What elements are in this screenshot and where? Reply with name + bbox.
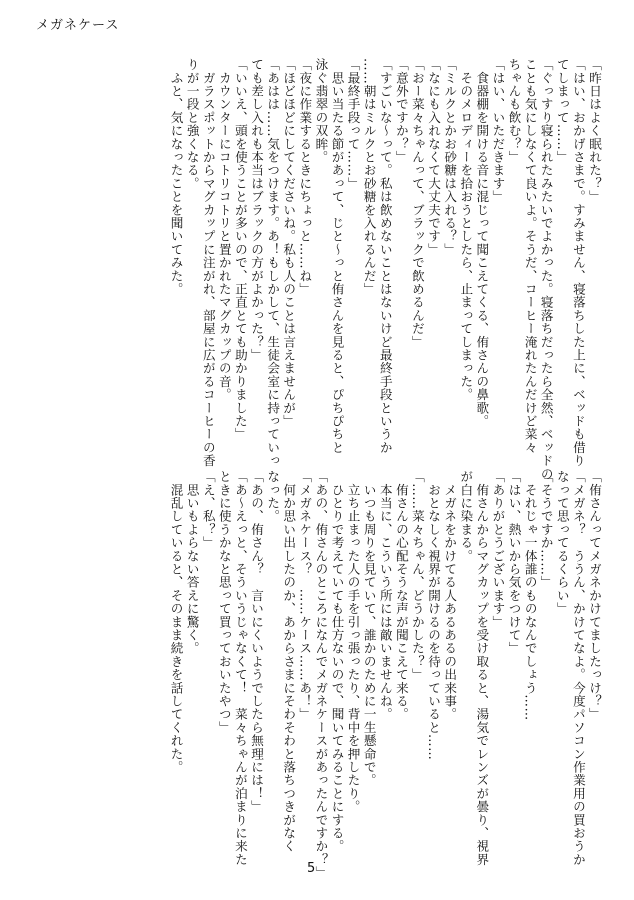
text-line: 「あはは……気をつけます。あ！もしかして、生徒会室に持っていっ bbox=[265, 58, 281, 468]
text-line: 立ち止まった人の手を引っ張ったり、背中を押したり。 bbox=[345, 470, 361, 814]
text-line: 侑さんからマグカップを受け取ると、湯気でレンズが曇り、視界 bbox=[474, 470, 490, 866]
text-block-lower bbox=[167, 470, 602, 880]
text-line: 「はい、おかげさまで。すみません、寝落ちした上に、ベッドも借り bbox=[570, 58, 586, 468]
text-line: カウンターにコトリコトリと置かれたマグカップの音。 bbox=[216, 58, 232, 402]
text-line: ても差し入れも本当はブラックの方がよかった？」 bbox=[249, 58, 265, 362]
text-line: ひとりで考えていても仕方ないので、聞いてみることにする。 bbox=[329, 470, 345, 853]
text-line: 「ぐっすり寝られたみたいでよかった。寝落ちだったら全然、ベッドの bbox=[538, 58, 554, 481]
text-line: それじゃ一体誰のものなんでしょう…… bbox=[522, 470, 538, 721]
text-line: 何か思い出したのか、あからさまにそわそわと落ちつきがなく bbox=[281, 470, 297, 853]
text-line: 「最終手段って……」 bbox=[345, 58, 361, 190]
text-line: 思いもよらない答えに驚く。 bbox=[184, 470, 200, 655]
text-line: 混乱していると、そのまま続きを話してくれた。 bbox=[168, 470, 184, 774]
page-header: メガネケース bbox=[36, 18, 120, 33]
text-line: ……朝はミルクとお砂糖を入れるんだ」 bbox=[361, 58, 377, 296]
text-line: 「メガネケース？ ……ケース……あ！」 bbox=[297, 470, 313, 721]
text-line: 「そうですか……」 bbox=[538, 470, 554, 589]
text-line: 泳ぐ翡翠の双眸。 bbox=[313, 58, 329, 164]
text-line: ガラスポットからマグカップに注がれ、部屋に広がるコーヒーの香 bbox=[200, 58, 216, 468]
text-line: いつも周りを見ていて、誰かのために一生懸命で。 bbox=[361, 470, 377, 787]
text-line: 食器棚を開ける音に混じって聞こえてくる、侑さんの鼻歌。 bbox=[474, 58, 490, 428]
text-line: おとなしく視界が開けるのを待っていると…… bbox=[426, 470, 442, 761]
text-line: 「あ～えっと、そういうじゃなくて！ 菜々ちゃんが泊まりに来た bbox=[232, 470, 248, 866]
text-line: 本当に、こういう所には敵いませんね。 bbox=[377, 470, 393, 721]
text-line: 「はい、いただきます」 bbox=[490, 58, 506, 204]
text-line: てしまって……」 bbox=[554, 58, 570, 164]
text-line: 「……菜々ちゃん、どうかした？」 bbox=[409, 470, 425, 682]
text-line: 「はい、熱いから気をつけて」 bbox=[506, 470, 522, 655]
text-line: 「あの、侑さん？ 言いにくいようでしたら無理には！」 bbox=[249, 470, 265, 814]
page-number: 5 bbox=[307, 861, 316, 876]
text-line: 「ミルクとかお砂糖は入れる？」 bbox=[442, 58, 458, 256]
text-block-upper bbox=[167, 58, 602, 481]
text-line: 「意外ですか？」 bbox=[393, 58, 409, 164]
text-line: りが一段と強くなる。 bbox=[184, 58, 200, 190]
text-line: 「すごいな～って。私は飲めないことはないけど最終手段というか bbox=[377, 58, 393, 454]
text-line: 「夜に作業するときにちょっと……ね」 bbox=[297, 58, 313, 296]
text-line: ことも気にしなくて良いよ。そうだ、コーヒー淹れたんだけど菜々 bbox=[522, 58, 538, 454]
text-line: 「侑さんってメガネかけてましたっけ？」 bbox=[587, 470, 602, 721]
text-line: 「え、私？」 bbox=[200, 470, 216, 550]
text-line: 「ありがとうございます」 bbox=[490, 470, 506, 629]
text-line: 思い当たる節があって、じと～っと侑さんを見ると、ぴちぴちと bbox=[329, 58, 345, 454]
text-line: 「メガネ？ ううん、かけてなよ。今度パソコン作業用の買おうか bbox=[570, 470, 586, 866]
text-line: 「ほどほどにしてくださいね。私も人のことは言えませんが」 bbox=[281, 58, 297, 428]
text-line: 「いいえ、頭を使うことが多いので、正直とても助かりました」 bbox=[232, 58, 248, 441]
text-line: 「おー菜々ちゃんって、ブラックで飲めるんだ」 bbox=[409, 58, 425, 349]
text-line: ときに使うかなと思って買っておいたやつ」 bbox=[216, 470, 232, 734]
text-line: が白に染まる。 bbox=[458, 470, 474, 563]
text-line: メガネをかけてる人あるあるの出来事。 bbox=[442, 470, 458, 721]
text-line: なった。 bbox=[265, 470, 281, 523]
text-line: ふと、気になったことを聞いてみた。 bbox=[168, 58, 184, 296]
text-line: 侑さんの心配そうな声が聞こえて来る。 bbox=[393, 470, 409, 721]
text-line: 「昨日はよく眠れた？」 bbox=[587, 58, 602, 204]
text-line: ちゃんも飲む？」 bbox=[506, 58, 522, 164]
text-line: そのメロディーを拾おうとしたら、止まってしまった。 bbox=[458, 58, 474, 402]
text-line: 「なにも入れなくて大丈夫です」 bbox=[426, 58, 442, 256]
text-line: 「あの、侑さんのところになんでメガネケースがあったんですか？」 bbox=[313, 470, 329, 880]
text-line: なって思ってるくらい」 bbox=[554, 470, 570, 616]
